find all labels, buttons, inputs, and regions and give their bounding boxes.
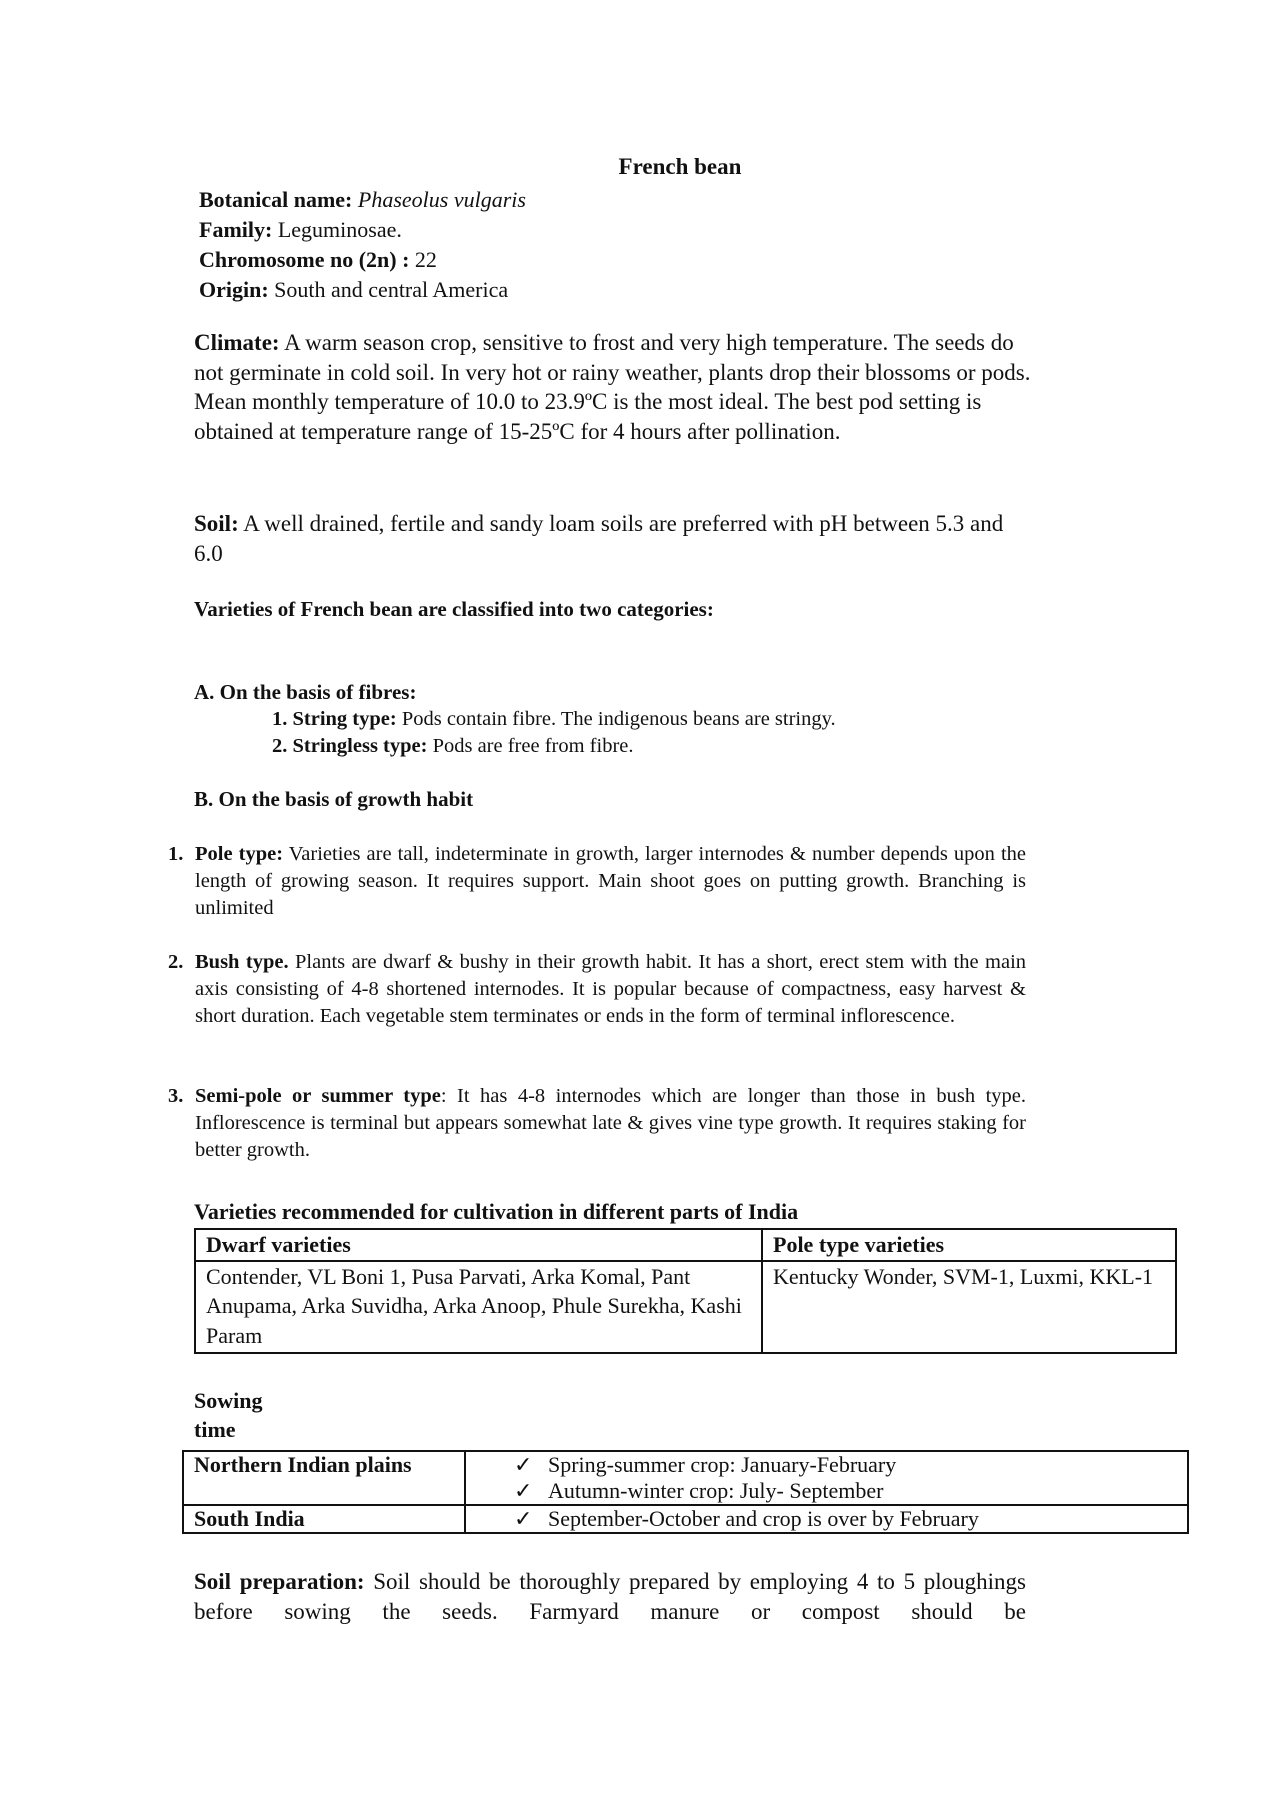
origin-label: Origin: (199, 277, 269, 302)
item-label: 2. Stringless type: (272, 735, 428, 757)
botanical-name-label: Botanical name: (199, 187, 353, 212)
botanical-name-value: Phaseolus vulgaris (357, 187, 526, 212)
varieties-table (194, 1228, 1177, 1354)
dwarf-varieties-cell: Contender, VL Boni 1, Pusa Parvati, Arka Komal, Pant Anupama, Arka Suvidha, Arka Anoop, Phule Surekha, Kashi Param (195, 1261, 762, 1353)
check-icon: ✓ (514, 1452, 533, 1477)
column-header-dwarf: Dwarf varieties (195, 1229, 762, 1261)
check-icon: ✓ (514, 1506, 533, 1531)
varieties-intro-heading: Varieties of French bean are classified into two categories: (194, 597, 714, 621)
sowing-periods-cell (465, 1451, 1188, 1505)
botanical-name-row (199, 185, 526, 215)
soil-preparation-label: Soil preparation: (194, 1569, 365, 1594)
growth-habit-item (168, 949, 1026, 1030)
soil-label: Soil: (194, 511, 239, 536)
pole-varieties-cell: Kentucky Wonder, SVM-1, Luxmi, KKL-1 (762, 1261, 1176, 1353)
origin-value: South and central America (274, 277, 509, 302)
item-label: 1. String type: (272, 708, 397, 730)
origin-row (199, 275, 526, 305)
sowing-time-table (182, 1450, 1189, 1534)
column-header-pole: Pole type varieties (762, 1229, 1176, 1261)
item-number: 3. (168, 1085, 184, 1107)
family-row (199, 215, 526, 245)
chromosome-label: Chromosome no (2n) : (199, 247, 410, 272)
sowing-period-text: Spring-summer crop: January-February (548, 1452, 897, 1477)
crop-metadata (199, 185, 526, 305)
item-text: Pods contain fibre. The indigenous beans are stringy. (401, 708, 836, 730)
item-label: Bush type. (195, 951, 289, 973)
page-title: French bean (618, 154, 742, 179)
growth-habit-item (168, 1083, 1026, 1164)
item-label: Pole type: (195, 843, 284, 865)
soil-paragraph (194, 509, 1034, 568)
check-icon: ✓ (514, 1478, 533, 1503)
item-label: Semi-pole or summer type (195, 1085, 441, 1107)
climate-paragraph (194, 328, 1034, 446)
table-row (183, 1451, 1188, 1505)
soil-preparation-text: Soil should be thoroughly prepared by employing 4 to 5 ploughings before sowing the seeds. Farmyard manure or compost should be (194, 1569, 1026, 1624)
sowing-periods-cell (465, 1505, 1188, 1533)
varieties-table-caption: Varieties recommended for cultivation in different parts of India (194, 1199, 799, 1224)
climate-label: Climate: (194, 330, 280, 355)
item-text: : It has 4-8 internodes which are longer than those in bush type. Inflorescence is terminal but appears somewhat late & gives vine type growth. It requires staking for better growth. (195, 1085, 1026, 1161)
category-a-item (272, 733, 634, 760)
caption-line: Sowing (194, 1388, 263, 1413)
family-value: Leguminosae. (277, 217, 402, 242)
item-text: Varieties are tall, indeterminate in growth, larger internodes & number depends upon the length of growing season. It requires support. Main shoot goes on putting growth. Branching is unlimited (195, 843, 1026, 919)
caption-line: time (194, 1417, 236, 1442)
sowing-period-item (514, 1478, 1177, 1504)
sowing-period-item (514, 1506, 1177, 1532)
table-row (195, 1261, 1176, 1353)
sowing-period-text: Autumn-winter crop: July- September (548, 1478, 884, 1503)
soil-preparation-paragraph (194, 1567, 1026, 1626)
climate-text: A warm season crop, sensitive to frost and very high temperature. The seeds do not germinate in cold soil. In very hot or rainy weather, plants drop their blossoms or pods. Mean monthly temperature of 10.0 to 23.9ºC is the most ideal. The best pod setting is obtained at temperature range of 15-25ºC for 4 hours after pollination. (194, 330, 1031, 444)
category-b-heading: B. On the basis of growth habit (194, 787, 474, 811)
growth-habit-item (168, 841, 1026, 922)
sowing-time-caption (194, 1386, 262, 1444)
region-cell: Northern Indian plains (183, 1451, 465, 1505)
chromosome-value: 22 (414, 247, 437, 272)
item-text: Plants are dwarf & bushy in their growth habit. It has a short, erect stem with the main axis consisting of 4-8 shortened internodes. It is popular because of compactness, easy harvest & short duration. Each vegetable stem terminates or ends in the form of terminal inflorescence. (195, 951, 1027, 1027)
table-row (183, 1505, 1188, 1533)
category-a-heading: A. On the basis of fibres: (194, 680, 417, 704)
item-number: 1. (168, 843, 184, 865)
table-header-row (195, 1229, 1176, 1261)
soil-text: A well drained, fertile and sandy loam soils are preferred with pH between 5.3 and 6.0 (194, 511, 1004, 566)
sowing-period-item (514, 1452, 1177, 1478)
region-cell: South India (183, 1505, 465, 1533)
item-text: Pods are free from fibre. (432, 735, 634, 757)
category-a-item (272, 706, 836, 733)
family-label: Family: (199, 217, 273, 242)
sowing-period-text: September-October and crop is over by February (548, 1506, 979, 1531)
item-number: 2. (168, 951, 184, 973)
chromosome-row (199, 245, 526, 275)
